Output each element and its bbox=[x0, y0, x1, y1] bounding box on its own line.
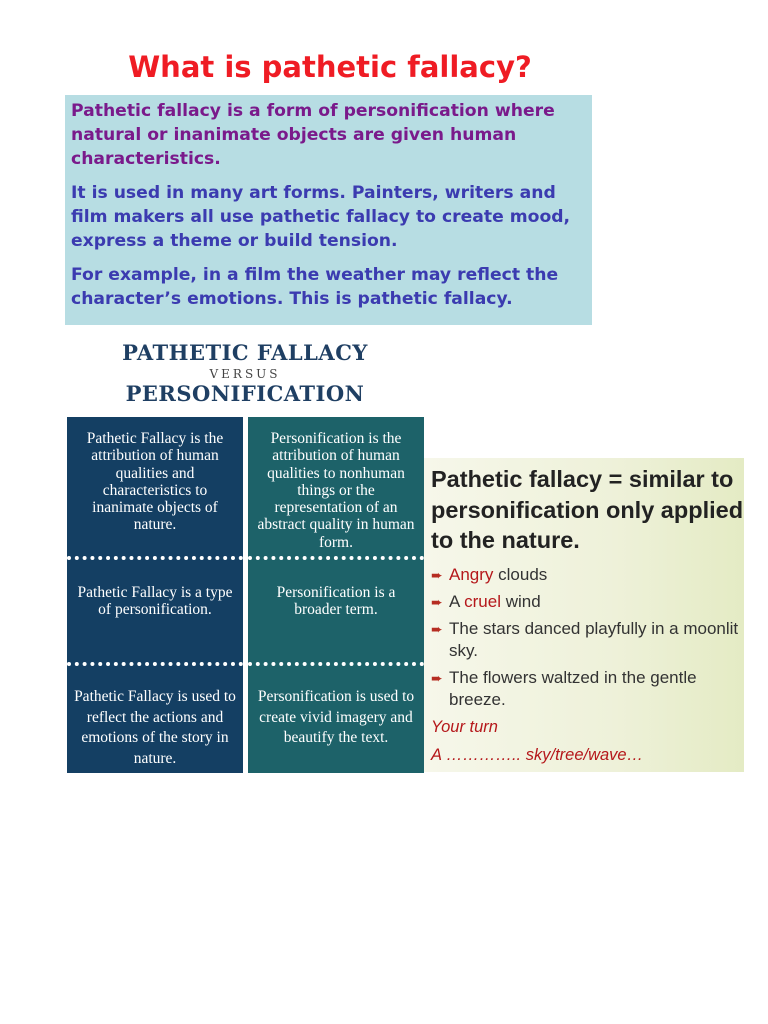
list-item: ➨ Angry clouds bbox=[431, 564, 548, 584]
personification-scope-cell: Personification is a broader term. bbox=[276, 584, 396, 619]
comparison-table bbox=[67, 417, 424, 773]
arrow-bullet-icon: ➨ bbox=[431, 566, 443, 583]
highlight-word: cruel bbox=[464, 591, 501, 611]
comparison-heading bbox=[65, 340, 425, 406]
arrow-bullet-icon: ➨ bbox=[431, 620, 443, 637]
definition-paragraph: Pathetic fallacy is a form of personification where natural or inanimate objects are given human characteristics. bbox=[71, 101, 555, 169]
usage-paragraph: It is used in many art forms. Painters, writers and film makers all use pathetic fallacy to create mood, express a theme or build tension. bbox=[71, 183, 571, 251]
list-item: ➨ The flowers waltzed in the gentle breeze. bbox=[431, 667, 697, 709]
heading-pathetic-fallacy: PATHETIC FALLACY bbox=[122, 340, 368, 365]
list-item: ➨ The stars danced playfully in a moonlit sky. bbox=[431, 618, 739, 660]
pathetic-fallacy-column bbox=[67, 417, 243, 773]
personification-column bbox=[248, 417, 424, 773]
page-title: What is pathetic fallacy? bbox=[128, 50, 532, 84]
list-item: ➨ A cruel wind bbox=[431, 591, 541, 611]
personification-use-cell: Personification is used to create vivid imagery and beautify the text. bbox=[257, 688, 415, 746]
arrow-bullet-icon: ➨ bbox=[431, 669, 443, 686]
row-divider bbox=[67, 556, 243, 560]
pathetic-use-cell: Pathetic Fallacy is used to reflect the actions and emotions of the story in nature. bbox=[74, 688, 236, 767]
card-headline: Pathetic fallacy = similar to personification only applied to the nature. bbox=[431, 466, 744, 553]
exercise-prompt: A ………….. sky/tree/wave… bbox=[431, 745, 644, 764]
row-divider bbox=[248, 556, 424, 560]
pathetic-definition-cell: Pathetic Fallacy is the attribution of human qualities and characteristics to inanimate objects of nature. bbox=[86, 430, 224, 534]
heading-versus: VERSUS bbox=[209, 367, 281, 381]
row-divider bbox=[248, 662, 424, 666]
row-divider bbox=[67, 662, 243, 666]
example-paragraph: For example, in a film the weather may reflect the character’s emotions. This is pathetic fallacy. bbox=[71, 265, 559, 309]
highlight-word: Angry bbox=[449, 564, 494, 584]
your-turn-label: Your turn bbox=[431, 717, 498, 736]
examples-card bbox=[424, 458, 744, 772]
definition-box bbox=[65, 95, 592, 325]
examples-list bbox=[431, 564, 744, 711]
arrow-bullet-icon: ➨ bbox=[431, 593, 443, 610]
heading-personification: PERSONIFICATION bbox=[125, 381, 365, 406]
pathetic-type-cell: Pathetic Fallacy is a type of personification. bbox=[77, 584, 233, 619]
personification-definition-cell: Personification is the attribution of human qualities to nonhuman things or the representation of an abstract quality in human form. bbox=[257, 430, 415, 551]
